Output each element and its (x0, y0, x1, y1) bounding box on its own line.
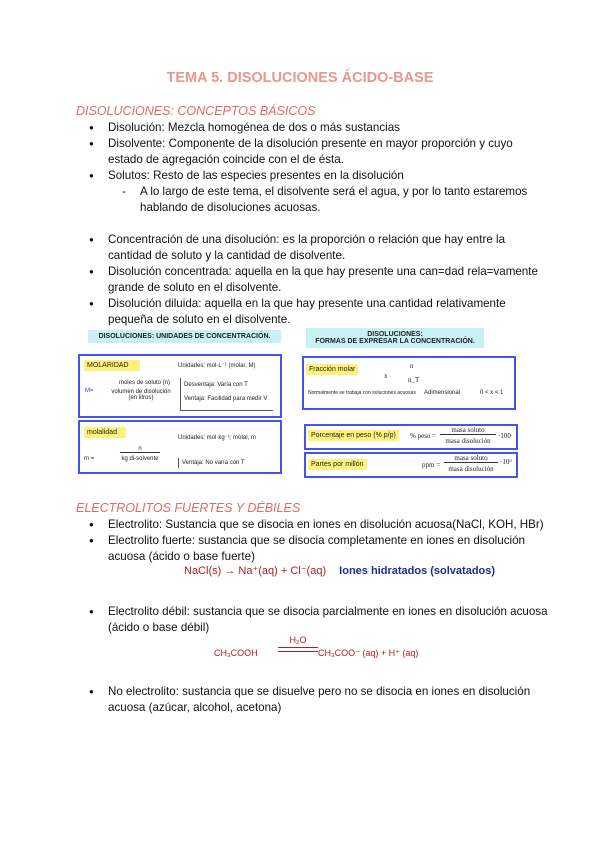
list-item: ● Electrolito: Sustancia que se disocia en iones en disolución acuosa(NaCl, KOH, HBr) (76, 517, 548, 533)
molalidad-box (78, 420, 282, 474)
ppm-multiplier: ·10⁶ (500, 458, 512, 466)
fraccion-denominator: n_T (408, 376, 420, 384)
molalidad-label: molalidad (84, 427, 126, 438)
list-item: ● Solutos: Resto de las especies presentes en la disolución (76, 168, 548, 184)
header-line: DISOLUCIONES: (367, 331, 423, 338)
weak-arrow (278, 635, 318, 652)
fraccion-numerator: n (410, 362, 414, 370)
fraccion-note: Normalmente se trabaja con soluciones acuosas (308, 390, 416, 396)
fraccion-symbol: x (384, 372, 388, 380)
porcentaje-lhs: % peso = (410, 432, 437, 440)
electrolytes-list-2 (76, 604, 548, 636)
fraccion-range: 0 < x < 1 (480, 390, 504, 396)
porcentaje-denominator: masa disolución (445, 437, 491, 445)
sub-item: - A lo largo de este tema, el disolvente será el agua, y por lo tanto estaremos hablando de disoluciones acuosas. (76, 184, 550, 216)
section-heading: DISOLUCIONES: CONCEPTOS BÁSICOS (76, 104, 316, 118)
weak-right: CH₃COO⁻ (aq) + H⁺ (aq) (318, 648, 419, 658)
molaridad-numerator: moles de soluto (n) (118, 380, 170, 386)
equation-text: NaCl(s) → Na⁺(aq) + Cl⁻(aq) (184, 565, 327, 577)
list-item: ● Disolución: Mezcla homogénea de dos o más sustancias (76, 120, 548, 136)
strong-equation (184, 564, 495, 577)
porcentaje-box (304, 424, 518, 450)
page-title: TEMA 5. DISOLUCIONES ÁCIDO-BASE (166, 70, 434, 86)
molalidad-units: Unidades: mol·kg⁻¹; molal, m (178, 435, 256, 441)
list-item: ● Disolvente: Componente de la disolución presente en mayor proporción y cuyo estado de agregación coincide con el de ésta. (76, 136, 548, 168)
weak-left: CH₃COOH (214, 648, 258, 658)
molaridad-label: MOLARIDAD (84, 360, 140, 371)
electrolytes-list (76, 517, 548, 565)
units-figure (78, 330, 300, 472)
porcentaje-label: Porcentaje en peso (% p/p) (308, 430, 399, 441)
arrow-label: H₂O (289, 635, 307, 645)
ppm-label: Partes por millón (308, 459, 367, 470)
molalidad-numerator: n (120, 446, 160, 453)
figure-header: DISOLUCIONES: UNIDADES DE CONCENTRACIÓN. (88, 330, 281, 343)
concepts-list (76, 120, 550, 328)
fraccion-label: Fracción molar (306, 364, 358, 375)
ppm-box (304, 452, 518, 478)
electrolytes-list-3 (76, 684, 548, 716)
forms-figure (302, 328, 524, 478)
list-item: ● Electrolito débil: sustancia que se disocia parcialmente en iones en disolución acuosa (ácido o base débil) (76, 604, 548, 636)
molaridad-box (78, 354, 282, 418)
header-line: FORMAS DE EXPRESAR LA CONCENTRACIÓN. (315, 338, 475, 345)
molalidad-advantage: Ventaja: No varía con T (178, 458, 248, 468)
molaridad-advantage: Ventaja: Facilidad para medir V (184, 396, 268, 402)
figure-header (306, 328, 484, 348)
porcentaje-multiplier: ·100 (498, 432, 511, 440)
ppm-numerator: masa soluto (444, 454, 498, 463)
molaridad-disadvantage: Desventaja: Varía con T (184, 382, 248, 388)
fraccion-box (302, 356, 516, 410)
ppm-lhs: ppm = (422, 461, 441, 469)
porcentaje-numerator: masa soluto (440, 426, 496, 435)
molaridad-units: Unidades: mol·L⁻¹ (molar, M) (178, 363, 256, 369)
list-item: ● Concentración de una disolución: es la proporción o relación que hay entre la cantidad de soluto y la cantidad de disolvente. (76, 232, 548, 264)
equation-note: Iones hidratados (solvatados) (339, 565, 496, 577)
list-item: ● No electrolito: sustancia que se disuelve pero no se disocia en iones en disolución acuosa (azúcar, alcohol, acetona) (76, 684, 548, 716)
molalidad-denominator: kg di-solvente (121, 456, 159, 462)
molalidad-symbol: m = (84, 456, 95, 462)
molaridad-symbol: M= (85, 388, 94, 394)
fraccion-dimension: Adimensional (424, 390, 461, 396)
list-item: ● Disolución diluida: aquella en la que hay presente una cantidad relativamente pequeña de soluto en el disolvente. (76, 296, 548, 328)
ppm-denominator: masa disolución (448, 465, 494, 473)
list-item: ● Disolución concentrada: aquella en la que hay presente una can=dad rela=vamente grande de soluto en el disolvente. (76, 264, 548, 296)
molaridad-denominator: volumen de disolución (en litros) (111, 389, 171, 401)
section-heading: ELECTROLITOS FUERTES Y DÉBILES (76, 501, 301, 515)
list-item: ● Electrolito fuerte: sustancia que se disocia completamente en iones en disolución acuosa (ácido o base fuerte) (76, 533, 548, 565)
